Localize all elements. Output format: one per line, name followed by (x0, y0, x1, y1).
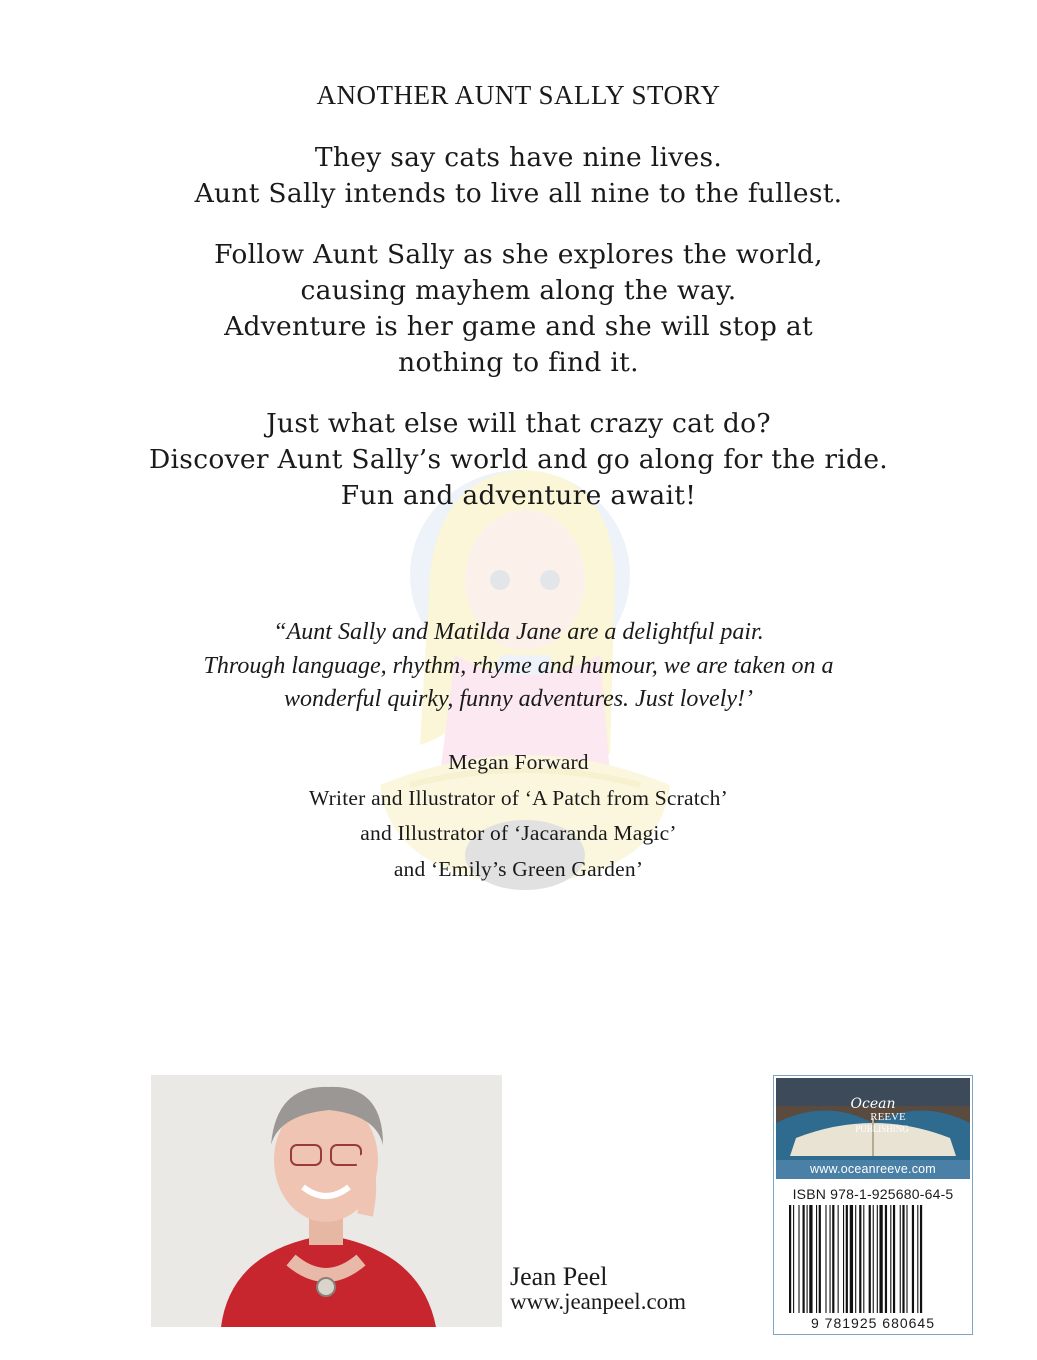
barcode-number: 9 781925 680645 (811, 1315, 935, 1331)
blurb-line: Adventure is her game and she will stop at (224, 311, 813, 342)
reviewer-credit: and Illustrator of ‘Jacaranda Magic’ (360, 821, 677, 845)
blurb-line: nothing to find it. (398, 347, 639, 378)
blurb-line: Follow Aunt Sally as she explores the world, (214, 239, 823, 270)
series-title: ANOTHER AUNT SALLY STORY (316, 80, 721, 110)
author-photo (151, 1075, 502, 1327)
reviewer-credit: and ‘Emily’s Green Garden’ (393, 856, 644, 881)
reviewer-name: Megan Forward (448, 750, 589, 774)
blurb-line: Discover Aunt Sally’s world and go along for the ride. (148, 444, 889, 475)
logo-text-publishing: PUBLISHING (855, 1124, 909, 1134)
blurb-line: They say cats have nine lives. (314, 142, 723, 173)
blurb-paragraph-2 (0, 237, 1037, 381)
publisher-block (773, 1075, 973, 1335)
quote-line: wonderful quirky, funny adventures. Just lovely!’ (284, 686, 753, 712)
blurb-line: causing mayhem along the way. (300, 275, 737, 306)
author-name: Jean Peel (510, 1262, 608, 1291)
publisher-logo (776, 1078, 970, 1160)
review-attribution (0, 745, 1037, 887)
blurb-line: Fun and adventure await! (340, 480, 697, 511)
reviewer-credit: Writer and Illustrator of ‘A Patch from Scratch’ (309, 785, 728, 810)
quote-line: Through language, rhythm, rhyme and humour, we are taken on a (203, 652, 834, 679)
logo-text-ocean: Ocean (850, 1096, 896, 1112)
blurb-paragraph-3 (0, 406, 1037, 514)
isbn-barcode (785, 1205, 965, 1315)
author-website[interactable]: www.jeanpeel.com (510, 1289, 687, 1314)
logo-text-reeve: REEVE (870, 1111, 906, 1123)
blurb-paragraph-1 (0, 140, 1037, 212)
blurb-line: Aunt Sally intends to live all nine to the fullest. (194, 178, 843, 209)
review-quote (0, 616, 1037, 717)
isbn-label: ISBN 978-1-925680-64-5 (792, 1186, 954, 1202)
publisher-url[interactable]: www.oceanreeve.com (776, 1160, 970, 1179)
quote-line: “Aunt Sally and Matilda Jane are a delightful pair. (273, 619, 764, 645)
blurb-line: Just what else will that crazy cat do? (266, 408, 771, 439)
